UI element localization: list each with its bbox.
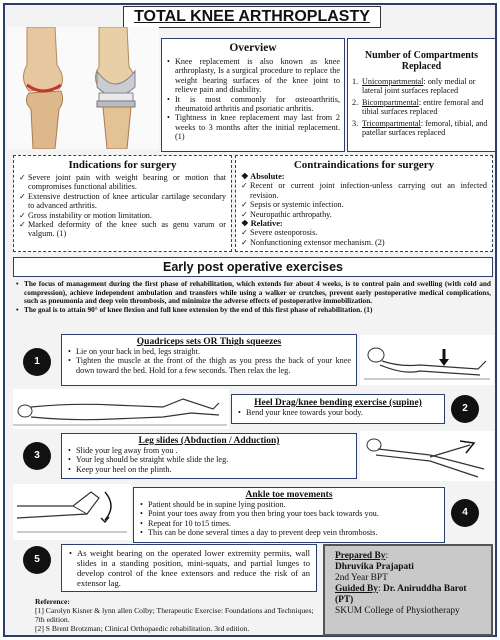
exercise-4-box [133, 487, 445, 543]
poster [3, 3, 497, 637]
exercise-4-illustration [13, 484, 131, 540]
reference-heading: Reference: [35, 597, 70, 606]
guided-name: Dr. Aniruddha Barot (PT) [335, 584, 467, 605]
list-item: • Tightness in knee replacement may last from 2 weeks to 3 months after the initial replacement. (1) [166, 113, 340, 141]
prepared-label: Prepared By [335, 551, 386, 561]
page-title: TOTAL KNEE ARTHROPLASTY [123, 6, 381, 28]
compartments-heading: Number of Compartments Replaced [364, 50, 479, 72]
list-item: • Bend your knee towards your body. [237, 408, 439, 417]
early-heading: Early post operative exercises [13, 257, 493, 277]
list-item: 1. Unicompartmental: only medial or lateral joint surfaces replaced [352, 77, 476, 96]
exercise-3-illustration [360, 431, 494, 481]
list-item: • Knee replacement is also known as knee arthroplasty, Is a surgical procedure to replace the weight bearing surfaces of the knee joint to relieve pain and disability. [166, 57, 340, 95]
overview-section [161, 38, 345, 152]
indications-heading: Indications for surgery [68, 159, 177, 171]
list-item: ✓ Nonfunctioning extensor mechanism. (2) [241, 238, 487, 247]
exercise-5-box [61, 544, 317, 592]
relative-list [241, 228, 487, 247]
list-item: ✓ Marked deformity of the knee such as genu varum or valgum. (1) [19, 220, 226, 239]
absolute-label: ❖ Absolute: [241, 172, 285, 181]
list-item: ✓ Neuropathic arthropathy. [241, 210, 487, 219]
exercise-2-box [231, 394, 445, 424]
relative-label: ❖ Relative: [241, 219, 283, 229]
list-item: • It is most commonly for osteoarthritis, rheumatoid arthritis and psoriatic arthritis. [166, 95, 340, 114]
list-item: • Repeat for 10 to15 times. [139, 519, 439, 528]
prepared-year: 2nd Year BPT [335, 573, 388, 583]
exercise-1-title: Quadriceps sets OR Thigh squeezes [136, 337, 282, 347]
list-item: ✓ Sepsis or systemic infection. [241, 200, 487, 209]
list-item: • Your leg should be straight while slide the leg. [67, 455, 351, 464]
list-item: • The goal is to attain 90° of knee flexion and full knee extension by the end of this first phase of rehabilitation. (1) [15, 306, 491, 315]
list-item: ✓ Recent or current joint infection-unless carrying out an infected revision. [241, 181, 487, 200]
contraindications-section [235, 155, 493, 252]
exercise-1-number: 1 [23, 348, 51, 376]
credits-box: Prepared By: Dhruvika Prajapati 2nd Year BPT Guided By: Dr. Aniruddha Barot (PT) SKUM College of Physiotherapy [323, 544, 493, 636]
list-item: ✓ Severe joint pain with weight bearing or motion that compromises functional abilities. [19, 173, 226, 192]
exercise-1-box [61, 334, 357, 386]
exercise-3-number: 3 [23, 442, 51, 470]
list-item: • Keep your heel on the plinth. [67, 465, 351, 474]
compartments-list [352, 77, 491, 137]
prepared-name: Dhruvika Prajapati [335, 562, 414, 572]
reference-item: [2] S Brent Brotzman; Clinical Orthopaedic rehabilitation. 3rd edition. [35, 624, 250, 633]
exercise-5-number: 5 [23, 546, 51, 574]
list-item: • Patient should be in supine lying position. [139, 500, 439, 509]
exercise-4-title: Ankle toe movements [245, 490, 333, 500]
exercise-2-title: Heel Drag/knee bending exercise (supine) [254, 398, 422, 408]
list-item: • Lie on your back in bed, legs straight. [67, 347, 351, 356]
list-item: • The focus of management during the first phase of rehabilitation, which extends for about 4 weeks, is to control pain and swelling (with cold and compression), achieve independent ambulation and transfers while using a walker or crutches, prevent early postoperative medical complications, such as pneumonia and deep vein thrombosis, and minimize the adverse effects of postoperative immobilization. [15, 280, 491, 306]
exercise-1-illustration [360, 335, 494, 385]
indications-section [13, 155, 232, 252]
compartments-section [347, 38, 496, 152]
early-description [15, 280, 491, 314]
guided-label: Guided By [335, 584, 378, 594]
list-item: • Tighten the muscle at the front of the thigh as you press the back of your knee down toward the bed. Hold for a few seconds. Then relax the leg. [67, 356, 351, 375]
absolute-list [241, 181, 487, 219]
list-item: • As weight bearing on the operated lower extremity permits, wall slides in a standing position, mini-squats, and partial lunges to develop control of the knee extensors and reduce the risk of an extensor lag. [68, 548, 310, 588]
list-item: 2. Bicompartmental: entire femoral and tibial surfaces replaced [352, 97, 484, 117]
indications-list [19, 173, 226, 239]
exercise-4-number: 4 [451, 499, 479, 527]
college-name: SKUM College of Physiotherapy [335, 606, 460, 616]
exercise-3-title: Leg slides (Abduction / Adduction) [138, 436, 280, 446]
list-item: ✓ Extensive destruction of knee articular cartilage secondary to advanced arthritis. [19, 192, 226, 211]
exercise-3-box [61, 433, 357, 479]
list-item: • Slide your leg away from you . [67, 446, 351, 455]
list-item: 3. Tricompartmental: femoral, tibial, and patellar surfaces replaced [352, 118, 488, 138]
knee-implant-image [7, 27, 159, 149]
exercise-2-illustration [13, 389, 229, 429]
overview-heading: Overview [229, 42, 277, 54]
reference-item: [1] Carolyn Kisner & lynn allen Colby; Therapeutic Exercise: Foundations and Techniques; 7th edition. [35, 606, 314, 624]
list-item: • Point your toes away from you then bring your toes back towards you. [139, 509, 439, 518]
exercise-2-number: 2 [451, 395, 479, 423]
overview-list [166, 57, 340, 142]
list-item: ✓ Severe osteoporosis. [241, 228, 487, 237]
contraindications-heading: Contraindications for surgery [293, 159, 435, 171]
list-item: • This can be done several times a day to prevent deep vein thrombosis. [139, 528, 439, 537]
list-item: ✓ Gross instability or motion limitation. [19, 211, 226, 220]
reference-section [35, 597, 317, 633]
